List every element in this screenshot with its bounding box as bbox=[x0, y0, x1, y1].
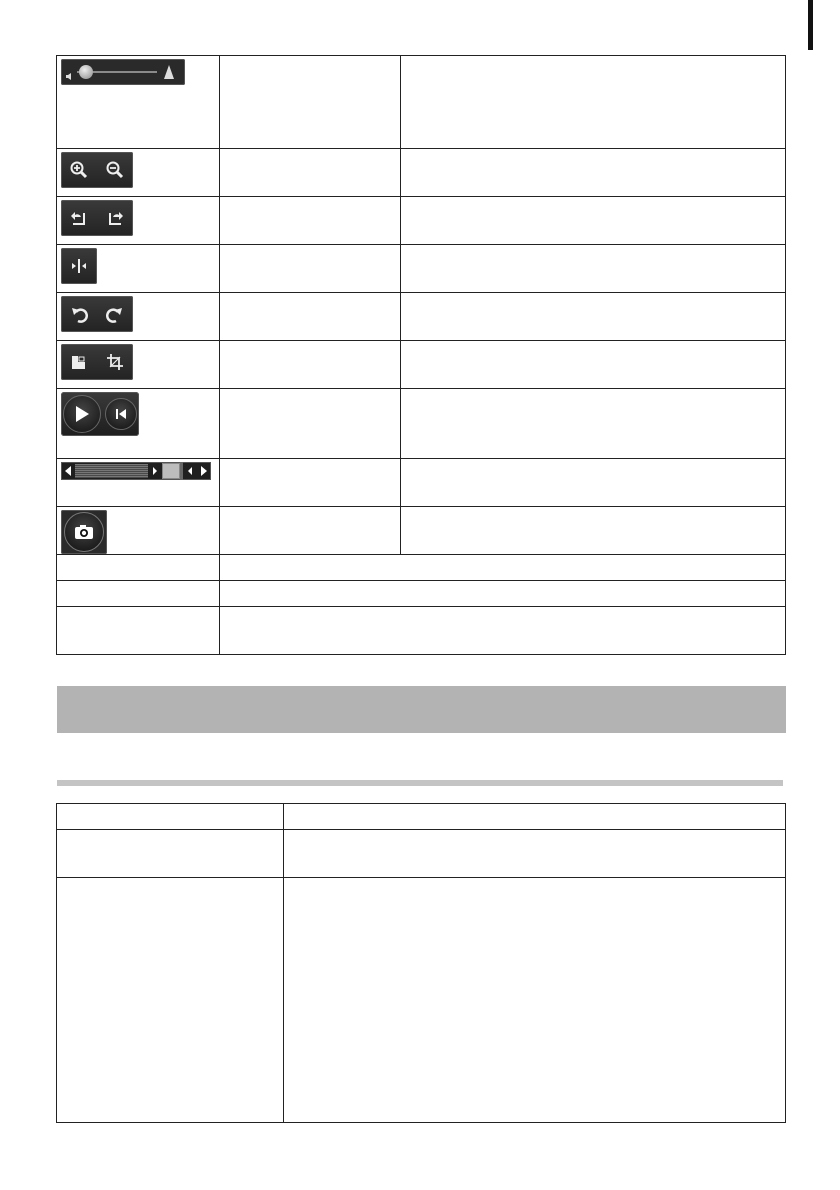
table-row bbox=[57, 507, 786, 555]
control-description bbox=[401, 293, 786, 341]
redo-icon[interactable] bbox=[101, 300, 129, 328]
volume-slider[interactable] bbox=[61, 59, 185, 85]
rotate-left-icon[interactable] bbox=[65, 204, 93, 232]
fit-page-icon[interactable] bbox=[65, 348, 93, 376]
table-row bbox=[57, 459, 786, 507]
table-row bbox=[57, 607, 786, 655]
rewind-to-start-button[interactable] bbox=[105, 398, 137, 430]
fit-crop-buttons bbox=[61, 344, 133, 380]
play-icon bbox=[74, 405, 90, 423]
table-row bbox=[57, 197, 786, 245]
table-row bbox=[57, 293, 786, 341]
setting-label bbox=[57, 804, 284, 830]
setting-description bbox=[284, 830, 786, 878]
row-description bbox=[220, 607, 786, 655]
table-row bbox=[57, 581, 786, 607]
setting-description bbox=[284, 878, 786, 1123]
mirror-icon[interactable] bbox=[65, 252, 93, 280]
control-description bbox=[401, 197, 786, 245]
control-name bbox=[220, 197, 401, 245]
scroll-track[interactable] bbox=[75, 464, 149, 478]
control-name bbox=[220, 341, 401, 389]
camera-button-face bbox=[64, 512, 104, 552]
section-divider bbox=[57, 780, 783, 786]
table-row bbox=[57, 245, 786, 293]
setting-label bbox=[57, 830, 284, 878]
control-name bbox=[220, 293, 401, 341]
control-table bbox=[56, 55, 786, 655]
timeline-scrollbar[interactable] bbox=[61, 462, 211, 480]
scroll-thumb[interactable] bbox=[162, 463, 180, 479]
crop-icon[interactable] bbox=[101, 348, 129, 376]
control-description bbox=[401, 389, 786, 459]
scroll-right-small-icon[interactable] bbox=[148, 462, 162, 480]
row-label bbox=[57, 607, 220, 655]
volume-knob[interactable] bbox=[79, 65, 93, 79]
playback-controls bbox=[61, 392, 139, 436]
play-button[interactable] bbox=[63, 395, 101, 433]
snapshot-button[interactable] bbox=[61, 510, 107, 554]
table-row bbox=[57, 804, 786, 830]
table-row bbox=[57, 341, 786, 389]
setting-label bbox=[57, 878, 284, 1123]
control-description bbox=[401, 56, 786, 149]
control-name bbox=[220, 56, 401, 149]
rotate-buttons bbox=[61, 200, 133, 236]
mirror-button bbox=[61, 248, 97, 284]
row-label bbox=[57, 555, 220, 581]
rotate-right-icon[interactable] bbox=[101, 204, 129, 232]
control-description bbox=[401, 149, 786, 197]
volume-high-icon bbox=[163, 64, 175, 85]
scroll-left-arrow-icon[interactable] bbox=[61, 462, 75, 480]
control-name bbox=[220, 459, 401, 507]
control-description bbox=[401, 245, 786, 293]
table-row bbox=[57, 878, 786, 1123]
undo-icon[interactable] bbox=[65, 300, 93, 328]
control-name bbox=[220, 245, 401, 293]
control-name bbox=[220, 149, 401, 197]
zoom-buttons bbox=[61, 152, 133, 188]
control-description bbox=[401, 341, 786, 389]
table-row bbox=[57, 56, 786, 149]
volume-low-icon bbox=[65, 68, 73, 86]
table-row bbox=[57, 149, 786, 197]
settings-table bbox=[56, 803, 786, 1123]
scroll-right-arrow-icon[interactable] bbox=[197, 462, 211, 480]
table-row bbox=[57, 555, 786, 581]
zoom-out-icon[interactable] bbox=[101, 156, 129, 184]
control-name bbox=[220, 389, 401, 459]
table-row bbox=[57, 389, 786, 459]
control-name bbox=[220, 507, 401, 555]
row-label bbox=[57, 581, 220, 607]
setting-description bbox=[284, 804, 786, 830]
control-description bbox=[401, 507, 786, 555]
rewind-to-start-icon bbox=[114, 407, 128, 421]
zoom-in-icon[interactable] bbox=[65, 156, 93, 184]
scroll-left-small-icon[interactable] bbox=[183, 462, 197, 480]
table-row bbox=[57, 830, 786, 878]
row-description bbox=[220, 555, 786, 581]
row-description bbox=[220, 581, 786, 607]
section-heading-bar bbox=[57, 686, 786, 733]
page-edge-mark bbox=[808, 0, 813, 50]
undo-redo-buttons bbox=[61, 296, 133, 332]
camera-icon bbox=[74, 524, 94, 540]
control-description bbox=[401, 459, 786, 507]
